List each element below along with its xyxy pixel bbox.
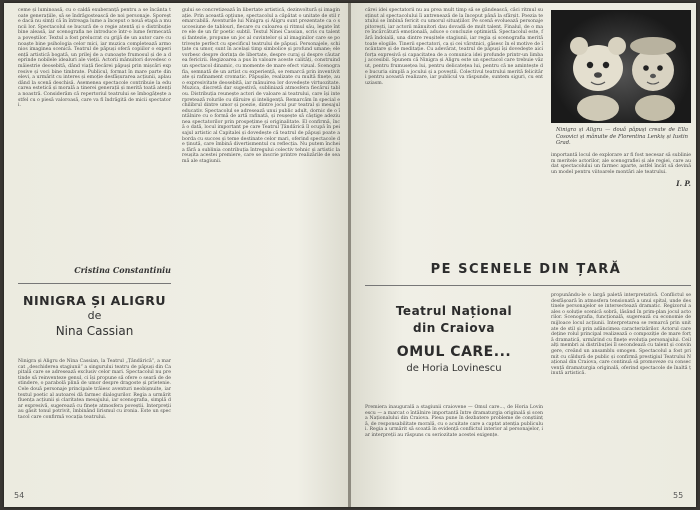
left-col2-text: gului se concretizează în libertate artistică, dezinvoltură și imaginație. Prin această opțiune, spectacolul a căpătat o unitate de stil remarcabilă. Aventurile lui Ninigra și Aligru sunt prezentate ca o succesiune de tablouri, fiecare cu culoarea și ritmul său, legate între ele de un fir poetic subtil. Textul Ninei Cassian, scris cu talent și fantezie, propune un joc al cuvintelor și al imaginilor care se potrivește perfect cu specificul teatrului de păpuși. Personajele, schițate cu umor, sunt în același timp simbolice și profund umane; ele vorbesc despre dorința de libertate, despre curaj și despre căutarea fericirii. Regizoarea a pus în valoare aceste calități, construind un spectacol dinamic, cu momente de mare efect vizual. Scenografia, semnată de un artist cu experiență, se remarcă prin inventivitate și rafinament cromatic. Păpușile, realizate cu multă finețe, au o expresivitate deosebită, iar mânuirea lor dovedește virtuozitate. Muzica, discretă dar sugestivă, subliniază atmosfera fiecărui tablou. Distribuția reunește actori de valoare ai teatrului, care își interpretează rolurile cu dăruire și inteligență. Remarcăm în special echilibrul dintre umor și poezie, dintre jocul pur teatral și mesajul educativ. Spectacolul se adresează unui public adult, dornic de o întâlnire cu o formă de artă rafinată, și reușește să câștige adeziunea spectatorilor prin prospețime și originalitate. El confirmă, încă o dată, locul important pe care Teatrul Țăndărică îl ocupă în peisajul artistic al Capitalei și dovedește că teatrul de păpuși poate aborda cu succes și teme destinate celor mari, oferind spectacole de ținută, care îmbină divertismentul cu reflecția. Nu putem încheia fără a sublinia contribuția întregului colectiv tehnic și artistic la reușita acestei premiere, care se înscrie printre realizările de seamă ale stagiunii. [182,8,342,165]
divider [18,283,171,284]
article-heading [18,293,171,353]
right-col2-bottom-text: propunându-le o largă paletă interpretativă. Conflictul se desfășoară în atmosfera tensionată a unui spital, unde destinele personajelor se intersectează dramatic. Regizorul a ales o soluție scenică sobră, lăsând în prim-plan jocul actorilor. Scenografia, funcțională, sugerează cu economie de mijloace locul acțiunii. Interpretarea se remarcă prin unitate de stil și prin adâncimea caracterizărilor. Actorul care deține rolul principal realizează o compoziție de mare forță dramatică, urmărind cu finețe evoluția personajului. Ceilalți membri ai distribuției îl secondează cu talent și convingere, creând un ansamblu omogen. Spectacolul a fost primit cu căldură de public și confirmă prestigiul Teatrului Național din Craiova, care continuă să promoveze cu consecvență dramaturgia originală, oferind spectacole de înaltă ținută artistică. [551,293,693,377]
play-byline [365,362,543,376]
puppets-photo [551,10,691,123]
page-number-right: 55 [673,491,684,500]
right-col2-top-text: importantă locul de explorare ar fi fost necesar să subliniem meritele actorilor, ale scenografiei și ale regiei, care au dat spectacolului un farmec aparte, astfel încât să devină un model pentru viitoarele montări ale teatrului. [551,153,693,175]
photo-caption: Ninigra și Aligru — două păpuși create de Ella Cosovici și mânuite de Florentina Lenkiș și Iustin Grad. [556,127,688,147]
right-col1-bottom-text: Premiera inaugurală a stagiunii craiovene — Omul care..., de Horia Lovinescu — a marcat o întâlnire importantă între dramaturgia originală și scena Naționalului din Craiova. Piesa pune în dezbatere probleme de conștiință, de responsabilitate morală, cu o acuitate care a captat atenția publicului. Regia a urmărit să scoată în evidență conflictul interior al personajelor, iar interpreții au răspuns cu seriozitate acestei exigențe. [365,405,543,438]
right-page [351,3,696,507]
review-heading [365,293,543,397]
left-col1-bottom-text: Ninigra și Aligru de Nina Cassian, la Teatrul „Țăndărică”, a marcat „deschiderea stagiunii” a singurului teatru de păpuși din Capitală care se adresează exclusiv celor mari. Spectacolul nu pretinde să reinventeze genul, ci își propune să ofere o seară de destindere, o parabolă plină de umor despre dragoste și prietenie. Cele două personaje principale trăiesc aventuri neobișnuite, iar textul poetic al autoarei dă farmec dialogurilor. Regia a urmărit fluența acțiunii și claritatea mesajului, iar scenografia, simplă dar expresivă, sugerează cu finețe atmosfera poveștii. Interpreții au găsit tonul potrivit, îmbinând lirismul cu ironia. Este un spectacol care confirmă vocația teatrului. [18,359,173,420]
magazine-spread [4,3,696,507]
section-title: PE SCENELE DIN ȚARĂ [430,262,622,277]
right-col1-top-text: cărei idei spectatorii nu au prea mult timp să se gândească, căci ritmul susținut al spectacolului îi antrenează de la început până la sfârșit. Poezia textului se îmbină fericit cu umorul situațiilor. Pe scenă evoluează personaje pitorești, iar actorii mânuitori dau dovadă de mult talent. Finalul, de o mare încărcătură emoțională, aduce o concluzie optimistă. Spectacolul este, fără îndoială, una dintre reușitele stagiunii, iar regia și scenografia merită toate elogiile. Tinerii spectatori, ca și cei vârstnici, găsesc în el motive de încântare și de meditație. Cu adevărat, teatrul de păpuși își dovedește aici forța expresivă și capacitatea de a comunica idei profunde printr-un limbaj accesibil. Spunem că Ninigra și Aligru este un spectacol care trebuie văzut, pentru frumusețea lui, pentru delicatețea lui, pentru că ne amintește de bucuria simplă a jocului și a poveștii. Colectivul teatrului merită felicitări pentru această realizare, iar publicul va răspunde, suntem siguri, cu entuziasm. [365,8,545,86]
right-col1-bottom [365,405,543,491]
section-heading [391,261,661,283]
theatre-name: Teatrul Național din Craiova [395,304,513,335]
right-signature: I. P. [676,179,691,189]
article-title: NINIGRA ȘI ALIGRU [23,293,166,308]
right-col1-top [365,8,543,248]
section-divider [365,285,691,286]
play-title: OMUL CARE... [396,344,512,360]
left-page [4,3,349,507]
left-col2 [182,8,340,491]
left-col1-top [18,8,171,264]
puppets-illustration [551,10,691,123]
play-byline-prefix: de [406,363,419,374]
left-col1-top-text: ceme și luminoasă, cu o caldă exuberanță pentru a se încânta toate generațiile, să se îndrăgostească de noi personaje. Sporește dacă nu simți că în întreaga lume a început o nouă etapă a muncii lor. Spectacolul se bucură de o regie atentă și o distribuție bine aleasă, iar scenografia ne introduce într-o lume fermecată a poveștilor. Textul a fost prelucrat cu grijă de un autor care cunoaște bine psihologia celor mici, iar muzica completează armonios imaginea scenică. Teatrul de păpuși oferă copiilor o experiență artistică bogată, un prilej de a cunoaște frumosul și de a deprinde nobilele idealuri ale vieții. Actorii mânuitori dovedesc o măiestrie deosebită, dând viață fiecărei păpuși prin mișcări expresive și voci bine timbrate. Publicul, format în mare parte din elevi, a urmărit cu interes și emoție desfășurarea acțiunii, aplaudând la scenă deschisă. Asemenea spectacole contribuie la educarea estetică și morală a tinerei generații și merită toată atenția noastră. Considerăm că repertoriul teatrului se îmbogățește astfel cu o piesă valoroasă, care va fi îndrăgită de micii spectatori. [18,8,173,109]
article-byline-prefix: de [87,309,102,322]
play-author: Horia Lovinescu [422,363,502,374]
left-signature: Cristina Constantiniu [74,265,171,275]
article-author: Nina Cassian [55,324,134,338]
left-col1-bottom [18,359,171,491]
right-col2-bottom [551,293,691,491]
right-col2-top [551,153,691,243]
page-number-left: 54 [14,491,25,500]
left-signature-block [18,265,171,279]
